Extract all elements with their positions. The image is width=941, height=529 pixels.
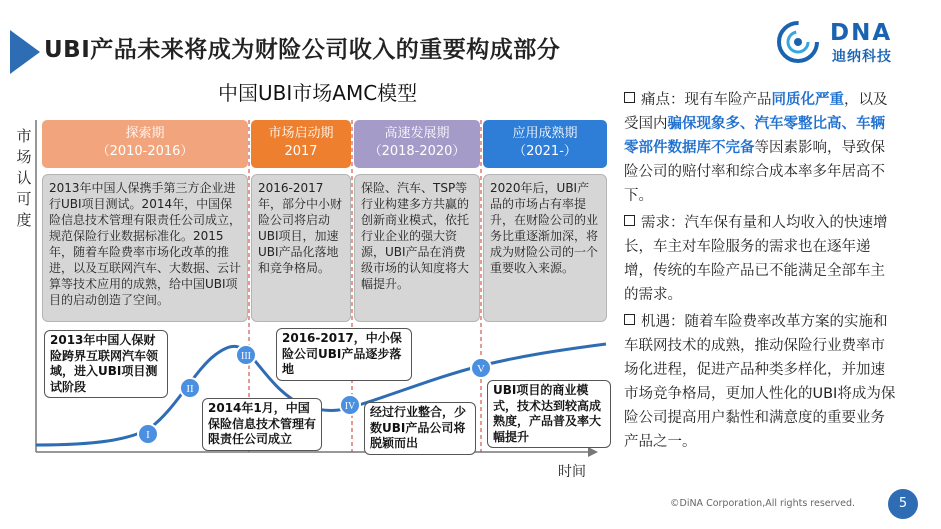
phase-description-growth: 保险、汽车、TSP等行业构建多方共赢的创新商业模式，依托行业企业的强大资源，UBI产品在消费级市场的认知度将大幅提升。 — [354, 174, 480, 322]
bullet-label: 痛点： — [641, 92, 685, 108]
milestone-numeral: II — [186, 383, 194, 395]
bullet-highlight: 骗保现象多、汽车零整比高、车辆零部件数据库不完备 — [624, 116, 885, 156]
phase-header-maturity — [483, 120, 607, 168]
phase-header-growth — [354, 120, 480, 168]
milestone-callout-5: UBI项目的商业模式，技术达到较高成熟度，产品普及率大幅提升 — [487, 380, 611, 448]
bullet-pain-point — [624, 88, 899, 208]
phase-period: （2021-） — [513, 144, 577, 159]
milestone-marker-4 — [340, 395, 360, 415]
phase-name: 市场启动期 — [268, 126, 334, 141]
phase-header-launch — [251, 120, 351, 168]
milestone-callout-1: 2013年中国人保财险跨界互联网汽车领域，进入UBI项目测试阶段 — [44, 330, 168, 398]
milestone-numeral: V — [477, 363, 485, 375]
bullet-checkbox-icon — [624, 314, 635, 325]
page-number-badge: 5 — [888, 489, 918, 519]
milestone-numeral: IV — [344, 401, 356, 412]
bullet-demand — [624, 211, 899, 307]
milestone-marker-5 — [471, 358, 491, 378]
logo-text-company: 迪纳科技 — [832, 49, 892, 65]
milestone-marker-3 — [236, 345, 256, 365]
phase-period: 2017 — [284, 144, 318, 159]
milestone-numeral: III — [241, 351, 251, 362]
phase-name: 高速发展期 — [384, 126, 450, 141]
bullet-text: 汽车保有量和人均收入的快速增长，车主对车险服务的需求也在逐年递增，传统的车险产品已不能满足全部车主的需求。 — [624, 215, 888, 303]
phase-period: （2010-2016） — [96, 144, 194, 159]
bullet-text: ，以及受国内 — [624, 92, 888, 132]
milestone-callout-2: 2014年1月，中国保险信息技术管理有限责任公司成立 — [202, 398, 322, 451]
y-axis-label: 市场认可度 — [16, 127, 32, 229]
phase-name: 应用成熟期 — [512, 126, 578, 141]
bullet-text: 等因素影响，导致保险公司的赔付率和综合成本率多年居高不下。 — [624, 140, 885, 204]
bullet-label: 机遇： — [641, 314, 685, 330]
milestone-marker-2 — [180, 378, 200, 398]
page-title: UBI产品未来将成为财险公司收入的重要构成部分 — [44, 37, 561, 63]
milestone-callout-4: 经过行业整合，少数UBI产品公司将脱颖而出 — [364, 402, 476, 455]
x-axis-label: 时间 — [558, 464, 586, 480]
copyright-footer: ©DiNA Corporation,All rights reserved. — [670, 498, 856, 509]
bullet-checkbox-icon — [624, 215, 635, 226]
milestone-callout-3: 2016-2017，中小保险公司UBI产品逐步落地 — [276, 328, 412, 381]
bullet-checkbox-icon — [624, 92, 635, 103]
phase-period: （2018-2020） — [368, 144, 466, 159]
milestone-marker-1 — [138, 424, 158, 444]
bullet-opportunity — [624, 310, 899, 454]
x-axis-arrow-icon — [588, 447, 598, 457]
phase-header-exploration — [42, 120, 248, 168]
diagram-title: 中国UBI市场AMC模型 — [218, 81, 418, 105]
bullet-text: 随着车险费率改革方案的实施和车联网技术的成熟，推动保险行业费率市场化进程，促进产品种类多样化，并加速市场竞争格局，更加人性化的UBI将成为保险公司提高用户黏性和满意度的重要业务产品之一。 — [624, 314, 896, 450]
phase-description-maturity: 2020年后，UBI产品的市场占有率提升，在财险公司的业务比重逐渐加深，将成为财险公司的一个重要收入来源。 — [483, 174, 607, 322]
logo-text-dna: DNA — [830, 20, 893, 46]
phase-name: 探索期 — [125, 126, 165, 141]
bullet-label: 需求： — [641, 215, 685, 231]
phase-description-launch: 2016-2017年，部分中小财险公司将启动UBI项目，加速UBI产品化落地和竞争格局。 — [251, 174, 351, 322]
bullet-highlight: 同质化严重 — [771, 92, 844, 108]
milestone-numeral: I — [146, 429, 150, 441]
bullet-text: 现有车险产品 — [684, 92, 772, 108]
phase-description-exploration: 2013年中国人保携手第三方企业进行UBI项目测试。2014年，中国保险信息技术管理有限责任公司成立，规范保险行业数据标准化。2015年，随着车险费率市场化改革的推进，以及互联网汽车、大数据、云计算等技术应用的成熟，给中国UBI项目的启动创造了空间。 — [42, 174, 248, 322]
